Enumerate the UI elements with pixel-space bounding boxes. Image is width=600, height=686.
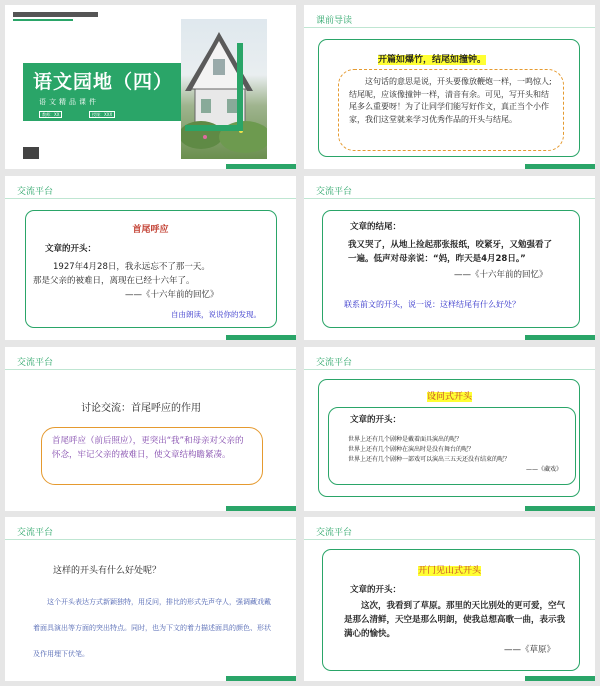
header-line [5,198,296,199]
section-title: 首尾呼应 [132,225,169,235]
slide-header: 交流平台 [316,358,353,368]
footer-bar [226,335,296,340]
opening-label: 文章的开头： [350,415,402,425]
opening-line-2: 那是父亲的被难日，离现在已经十六年了。 [33,276,195,286]
opening-line-2: 世界上还有几个剧种在演出时是没有舞台的呢？ [348,446,475,453]
slide-header: 交流平台 [316,528,353,538]
header-line [304,369,595,370]
ending-body: 我又哭了，从地上捡起那张报纸，咬紧牙，又勉强看了一遍。低声对母亲说：“妈，昨天是4月28日。” [348,240,553,264]
benefit-question: 这样的开头有什么好处呢？ [53,566,162,576]
footer-bar [226,676,296,681]
slide-2-intro[interactable] [304,5,595,169]
green-bar-vertical [237,43,243,129]
benefit-answer: 这个开头表达方式新颖独特，用反问，排比的形式先声夺人，强调藏戏戴着面具演出等方面的突出特点。同时，也为下文的着力描述面具的颜色、形状及作用埋下伏笔。 [33,598,271,658]
opening-line-3: 世界上还有几个剧种一部戏可以演出三五天还没有结束的呢？ [348,456,511,463]
footer-bar [525,335,595,340]
footer-bar [525,676,595,681]
lesson-chip: 授课：XXX [89,111,115,118]
discussion-answer: 首尾呼应（前后照应），更突出“我”和母亲对父亲的怀念，牢记父亲的被难日，使文章结构瞻紧凑。 [52,436,244,460]
header-line [304,27,595,28]
source-citation: ——《藏戏》 [526,466,563,473]
dashed-note [338,69,564,151]
opening-label: 文章的开头： [45,244,97,254]
section-title: 开门见山式开头 [417,566,481,576]
opening-body: 这次，我看到了草原。那里的天比别处的更可爱，空气是那么清鲜，天空是那么明朗，使我总想高歌一曲，表示我满心的愉快。 [344,601,566,639]
header-line [304,198,595,199]
quote-highlight: 开篇如爆竹，结尾如撞钟。 [378,55,487,65]
source-citation: ——《十六年前的回忆》 [454,270,548,280]
footer-bar [525,506,595,511]
slide-4-ending[interactable] [304,176,595,340]
ending-label: 文章的结尾： [350,222,402,232]
slide-header: 交流平台 [17,358,54,368]
opening-line-1: 1927年4月28日，我永远忘不了那一天。 [53,262,210,272]
dark-block-decor [23,147,39,159]
source-citation: ——《草原》 [504,645,556,655]
reading-prompt[interactable]: 自由朗读，说说你的发现。 [171,310,261,319]
slide-header: 课前导读 [316,16,353,26]
source-citation: ——《十六年前的回忆》 [125,290,219,300]
section-title: 设问式开头 [426,392,472,402]
opening-line-1: 世界上还有几个剧种是戴着面具演出的呢？ [348,436,463,443]
teacher-chip: 教师：XX [39,111,62,118]
discussion-prompt[interactable]: 联系前文的开头，说一说：这样结尾有什么好处？ [344,300,520,309]
header-line [5,539,296,540]
slide-3-opening[interactable] [5,176,296,340]
answer-box [41,427,263,485]
slide-header: 交流平台 [17,187,54,197]
slide-8-direct-opening[interactable] [304,517,595,681]
slide-6-question-opening[interactable] [304,347,595,511]
cover-subtitle: 语文精品课件 [39,98,99,106]
footer-bar [525,164,595,169]
intro-body: 这句话的意思是说，开头要像放鞭炮一样，一鸣惊人;结尾呢，应该像撞钟一样，清音有余。可见，写开头和结尾多么重要呀！为了让同学们能写好作文，真正当个小作家，我们这堂就来学习优秀作品的开头与结尾。 [349,77,552,124]
header-line [304,539,595,540]
slide-7-benefits[interactable] [5,517,296,681]
footer-bar [226,506,296,511]
house-photo [181,19,267,159]
footer-bar [226,164,296,169]
slide-grid [5,5,595,681]
top-bar-decor [13,12,98,17]
top-bar-decor-green [13,19,73,21]
slide-header: 交流平台 [316,187,353,197]
slide-1-cover[interactable] [5,5,296,169]
cover-title: 语文园地（四） [33,71,174,93]
header-line [5,369,296,370]
green-bar-horizontal [185,125,243,131]
discussion-heading: 讨论交流：首尾呼应的作用 [81,403,201,414]
slide-5-discussion[interactable] [5,347,296,511]
slide-header: 交流平台 [17,528,54,538]
opening-label: 文章的开头： [350,585,402,595]
